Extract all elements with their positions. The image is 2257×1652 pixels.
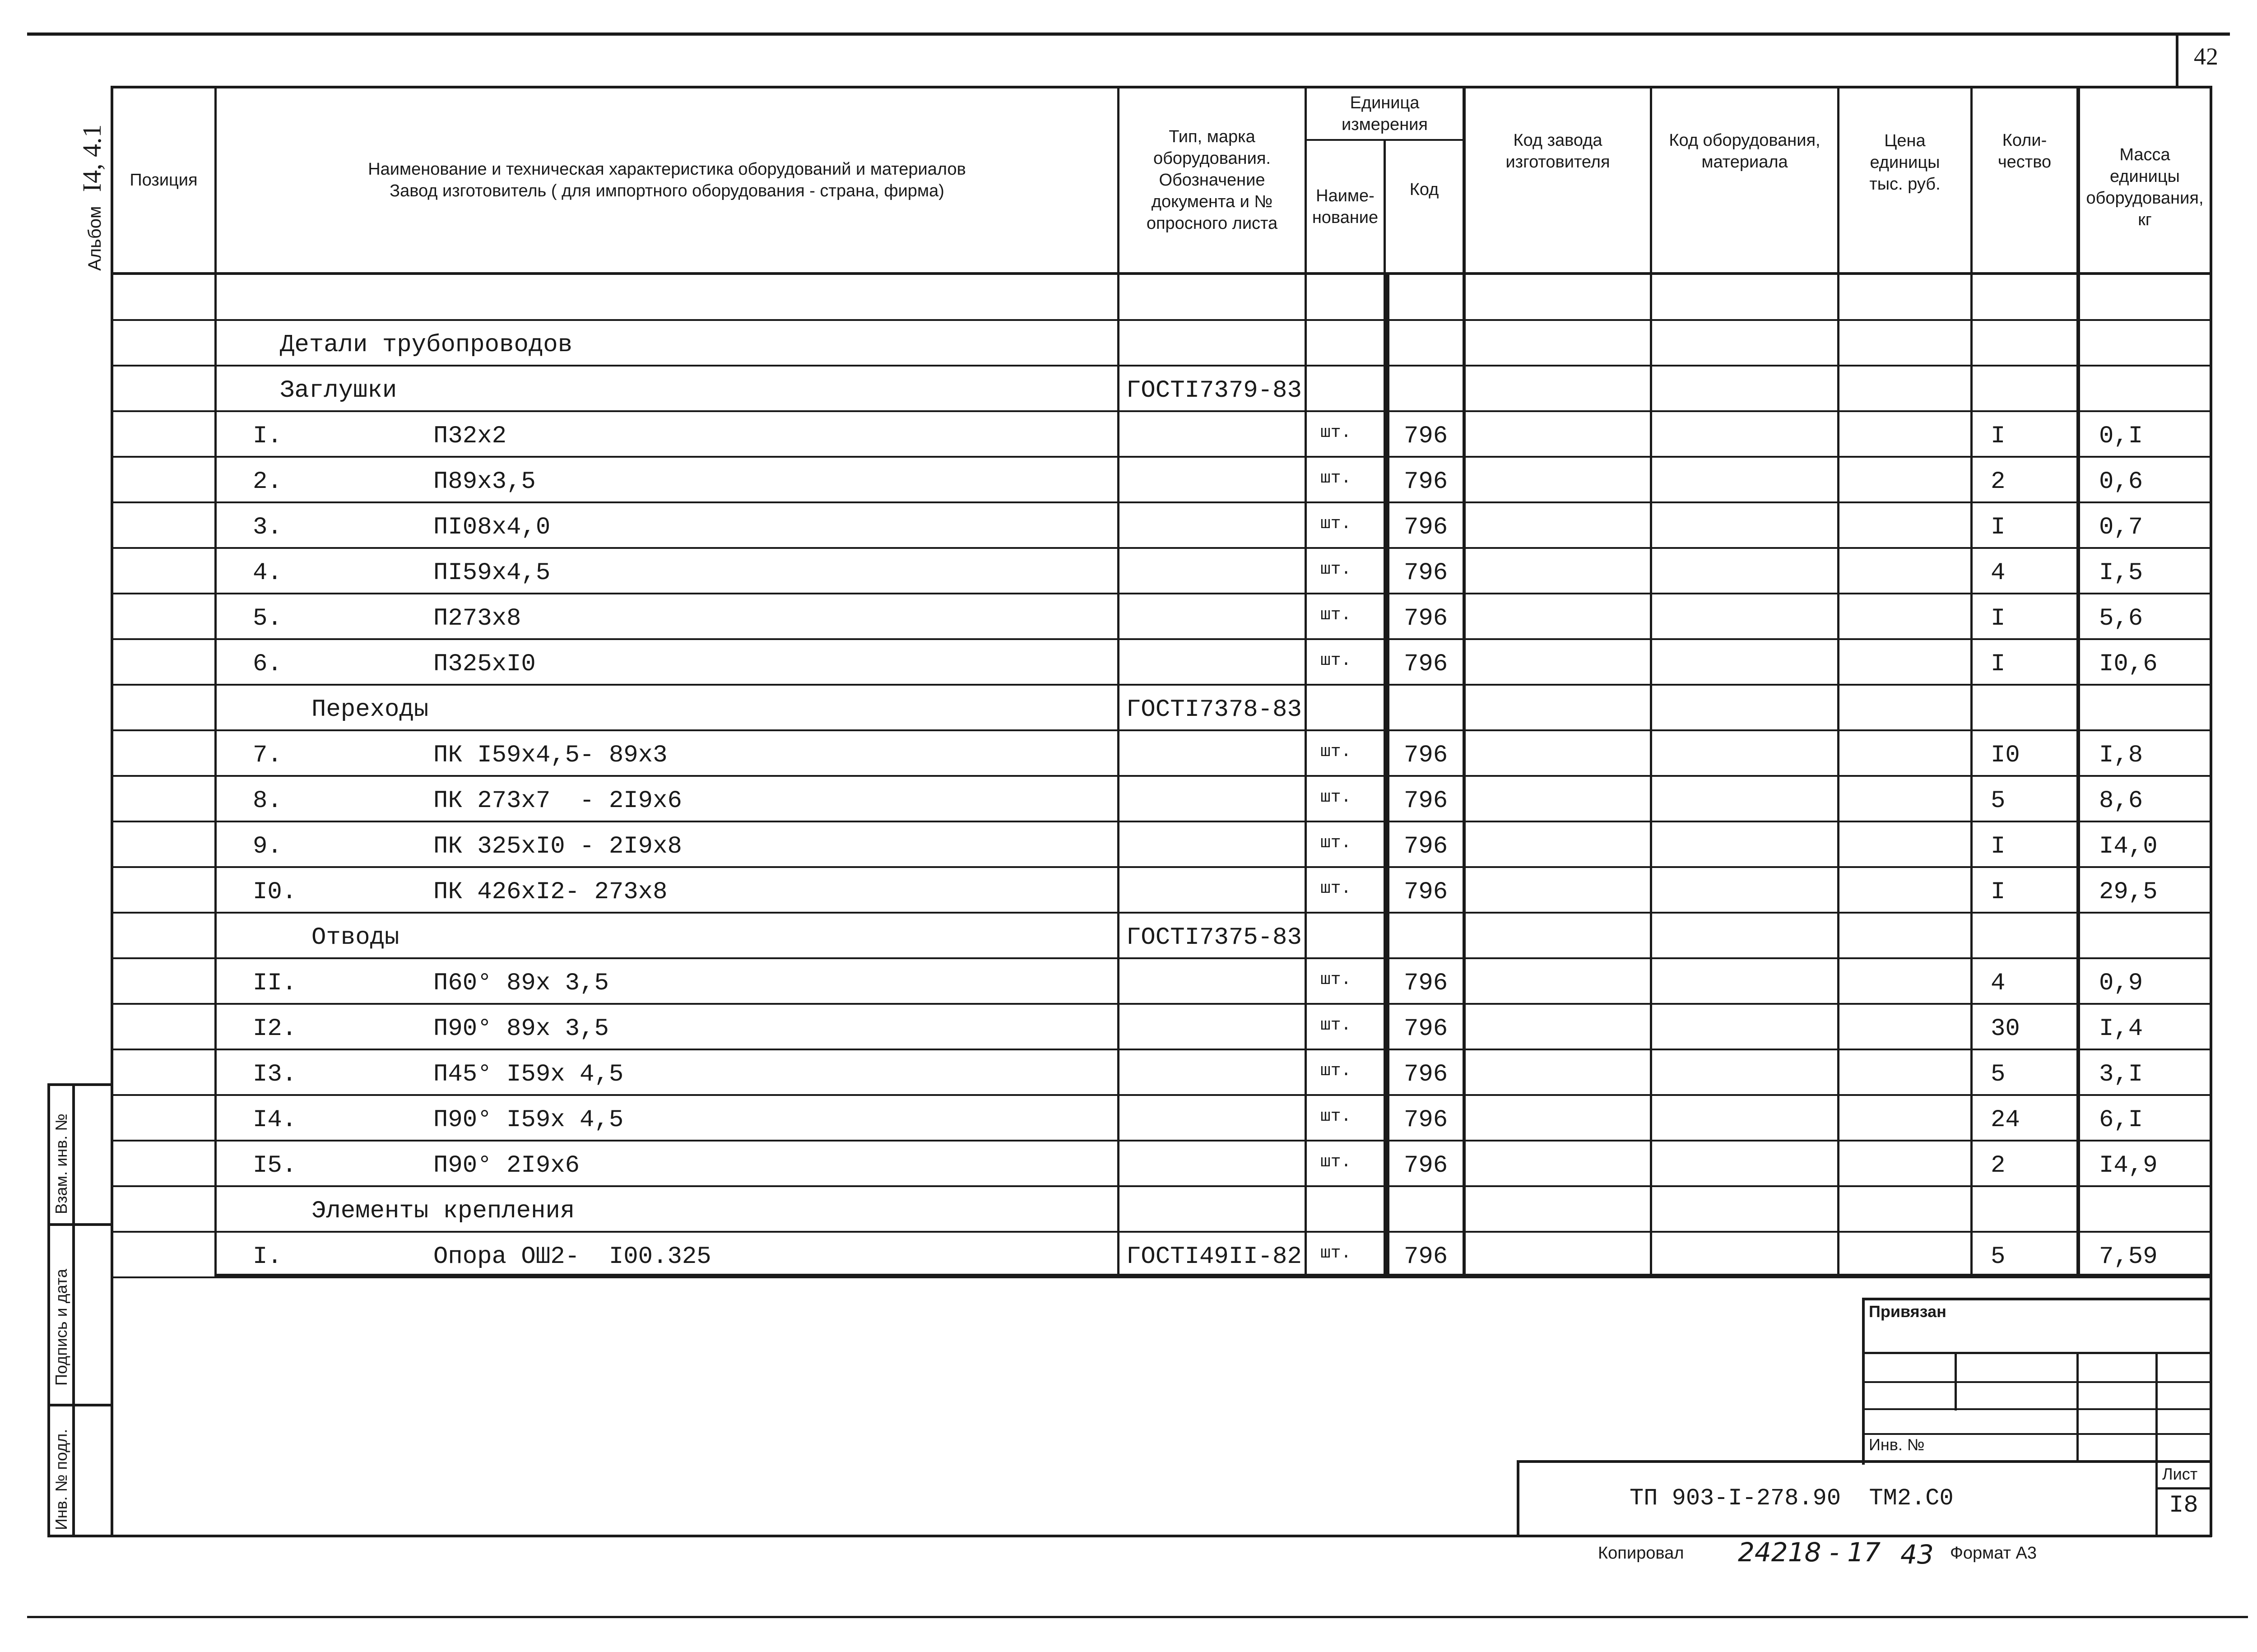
row-position: II. xyxy=(253,970,297,997)
row-name: ПК 325хI0 - 2I9х8 xyxy=(433,833,682,860)
header-plant-code: Код завода изготовителя xyxy=(1505,131,1610,172)
row-mass: 3,I xyxy=(2099,1061,2143,1088)
row-code: 796 xyxy=(1404,1106,1448,1134)
row-name: П90° 2I9х6 xyxy=(433,1152,580,1179)
row-unit: шт. xyxy=(1320,1061,1351,1081)
row-unit: шт. xyxy=(1320,651,1351,670)
row-unit: шт. xyxy=(1320,1244,1351,1263)
row-quantity: I xyxy=(1991,650,2006,678)
header-unit: Единица измерения xyxy=(1342,93,1428,134)
row-mass: 29,5 xyxy=(2099,878,2158,906)
row-quantity: I xyxy=(1991,605,2006,632)
row-code: 796 xyxy=(1404,468,1448,496)
row-doc: ГОСТI7378-83 xyxy=(1126,696,1302,724)
row-position: I4. xyxy=(253,1106,297,1134)
side-label-inv-podl: Инв. № подл. xyxy=(52,1429,70,1530)
row-name: ПI08х4,0 xyxy=(433,514,551,541)
row-position: 5. xyxy=(253,605,282,632)
row-position: I0. xyxy=(253,878,297,906)
row-quantity: I xyxy=(1991,514,2006,541)
row-quantity: 4 xyxy=(1991,970,2006,997)
album-label xyxy=(77,125,107,271)
row-position: 9. xyxy=(253,833,282,860)
row-doc: ГОСТI49II-82 xyxy=(1126,1243,1302,1271)
row-name: ПК I59х4,5- 89х3 xyxy=(433,742,668,769)
row-mass: I0,6 xyxy=(2099,650,2158,678)
row-unit: шт. xyxy=(1320,605,1351,625)
header-equip-code: Код оборудования, материала xyxy=(1669,131,1820,172)
header-name: Наименование и техническая характеристика оборудований и материалов Завод изготовитель ( для импортного оборудования - страна, фирма) xyxy=(368,160,966,200)
row-unit: шт. xyxy=(1320,1152,1351,1172)
row-quantity: I0 xyxy=(1991,742,2020,769)
row-doc: ГОСТI7379-83 xyxy=(1126,377,1302,404)
row-doc: ГОСТI7375-83 xyxy=(1126,924,1302,951)
album-number: I4, 4.1 xyxy=(77,124,107,192)
row-mass: 5,6 xyxy=(2099,605,2143,632)
row-mass: I4,9 xyxy=(2099,1152,2158,1179)
row-code: 796 xyxy=(1404,559,1448,587)
row-position: 3. xyxy=(253,514,282,541)
row-name: П32х2 xyxy=(433,422,507,450)
row-name: П90° 89х 3,5 xyxy=(433,1015,609,1043)
row-quantity: 5 xyxy=(1991,787,2006,815)
row-quantity: I xyxy=(1991,422,2006,450)
row-name: П273х8 xyxy=(433,605,521,632)
row-mass: 0,6 xyxy=(2099,468,2143,496)
row-position: 8. xyxy=(253,787,282,815)
row-quantity: 30 xyxy=(1991,1015,2020,1043)
side-label-podpis-data: Подпись и дата xyxy=(52,1269,70,1386)
row-unit: шт. xyxy=(1320,742,1351,761)
row-unit: шт. xyxy=(1320,833,1351,853)
row-code: 796 xyxy=(1404,1152,1448,1179)
row-name: Элементы крепления xyxy=(311,1197,575,1225)
footer-format: Формат А3 xyxy=(1950,1544,2037,1563)
row-name: Детали трубопроводов xyxy=(280,331,573,359)
footer-page-number: 43 xyxy=(1900,1539,1934,1570)
row-mass: 6,I xyxy=(2099,1106,2143,1134)
row-mass: 0,7 xyxy=(2099,514,2143,541)
row-unit: шт. xyxy=(1320,879,1351,898)
row-mass: I,8 xyxy=(2099,742,2143,769)
row-unit: шт. xyxy=(1320,423,1351,442)
row-position: I. xyxy=(253,422,282,450)
row-name: П89х3,5 xyxy=(433,468,536,496)
header-unit-code: Код xyxy=(1409,180,1439,199)
row-quantity: I xyxy=(1991,833,2006,860)
row-name: ПК 426хI2- 273х8 xyxy=(433,878,668,906)
stamp-privyazan: Привязан xyxy=(1869,1302,1946,1321)
stamp-inv-no: Инв. № xyxy=(1869,1435,1925,1454)
row-unit: шт. xyxy=(1320,469,1351,488)
row-quantity: I xyxy=(1991,878,2006,906)
row-quantity: 5 xyxy=(1991,1061,2006,1088)
row-position: 7. xyxy=(253,742,282,769)
stamp-sheet-number: I8 xyxy=(2169,1492,2198,1519)
row-quantity: 24 xyxy=(1991,1106,2020,1134)
row-code: 796 xyxy=(1404,1243,1448,1271)
side-label-vzam-inv: Взам. инв. № xyxy=(52,1113,70,1214)
footer-copy-number: 24218 - 17 xyxy=(1738,1537,1881,1568)
header-quantity: Коли- чество xyxy=(1997,131,2052,172)
row-mass: I,4 xyxy=(2099,1015,2143,1043)
row-name: ПI59х4,5 xyxy=(433,559,551,587)
row-quantity: 2 xyxy=(1991,468,2006,496)
row-code: 796 xyxy=(1404,878,1448,906)
sheet-corner-number: 42 xyxy=(2194,43,2218,70)
row-code: 796 xyxy=(1404,1015,1448,1043)
row-position: 6. xyxy=(253,650,282,678)
row-unit: шт. xyxy=(1320,1016,1351,1035)
row-unit: шт. xyxy=(1320,1107,1351,1126)
stamp-sheet-label: Лист xyxy=(2162,1465,2198,1483)
row-unit: шт. xyxy=(1320,514,1351,534)
row-name: П90° I59х 4,5 xyxy=(433,1106,624,1134)
row-name: П60° 89х 3,5 xyxy=(433,970,609,997)
row-quantity: 2 xyxy=(1991,1152,2006,1179)
row-mass: 7,59 xyxy=(2099,1243,2158,1271)
row-code: 796 xyxy=(1404,514,1448,541)
row-name: П325хI0 xyxy=(433,650,536,678)
header-price: Цена единицы тыс. руб. xyxy=(1869,131,1941,194)
header-unit-name: Наиме- нование xyxy=(1312,186,1379,227)
row-unit: шт. xyxy=(1320,970,1351,989)
row-name: Отводы xyxy=(311,924,399,951)
row-code: 796 xyxy=(1404,422,1448,450)
album-label-text: Альбом xyxy=(85,206,105,271)
row-code: 796 xyxy=(1404,605,1448,632)
row-name: Опора ОШ2- I00.325 xyxy=(433,1243,711,1271)
row-code: 796 xyxy=(1404,1061,1448,1088)
row-name: Заглушки xyxy=(280,377,397,404)
row-code: 796 xyxy=(1404,650,1448,678)
stamp-doc-code: ТП 903-I-278.90 ТМ2.С0 xyxy=(1630,1485,1954,1512)
row-name: Переходы xyxy=(311,696,429,724)
row-name: П45° I59х 4,5 xyxy=(433,1061,624,1088)
row-mass: I,5 xyxy=(2099,559,2143,587)
row-position: I. xyxy=(253,1243,282,1271)
row-code: 796 xyxy=(1404,833,1448,860)
row-mass: I4,0 xyxy=(2099,833,2158,860)
row-position: I2. xyxy=(253,1015,297,1043)
row-mass: 0,9 xyxy=(2099,970,2143,997)
row-mass: 0,I xyxy=(2099,422,2143,450)
row-quantity: 4 xyxy=(1991,559,2006,587)
row-quantity: 5 xyxy=(1991,1243,2006,1271)
row-position: I3. xyxy=(253,1061,297,1088)
row-code: 796 xyxy=(1404,970,1448,997)
row-unit: шт. xyxy=(1320,560,1351,579)
header-type-mark: Тип, марка оборудования. Обозначение документа и № опросного листа xyxy=(1146,127,1278,233)
row-name: ПК 273х7 - 2I9х6 xyxy=(433,787,682,815)
footer-kopiroval: Копировал xyxy=(1598,1544,1684,1563)
row-position: I5. xyxy=(253,1152,297,1179)
row-code: 796 xyxy=(1404,787,1448,815)
row-position: 2. xyxy=(253,468,282,496)
row-code: 796 xyxy=(1404,742,1448,769)
row-position: 4. xyxy=(253,559,282,587)
row-mass: 8,6 xyxy=(2099,787,2143,815)
header-mass: Масса единицы оборудования, кг xyxy=(2086,145,2204,229)
row-unit: шт. xyxy=(1320,788,1351,807)
header-position: Позиция xyxy=(130,171,198,190)
